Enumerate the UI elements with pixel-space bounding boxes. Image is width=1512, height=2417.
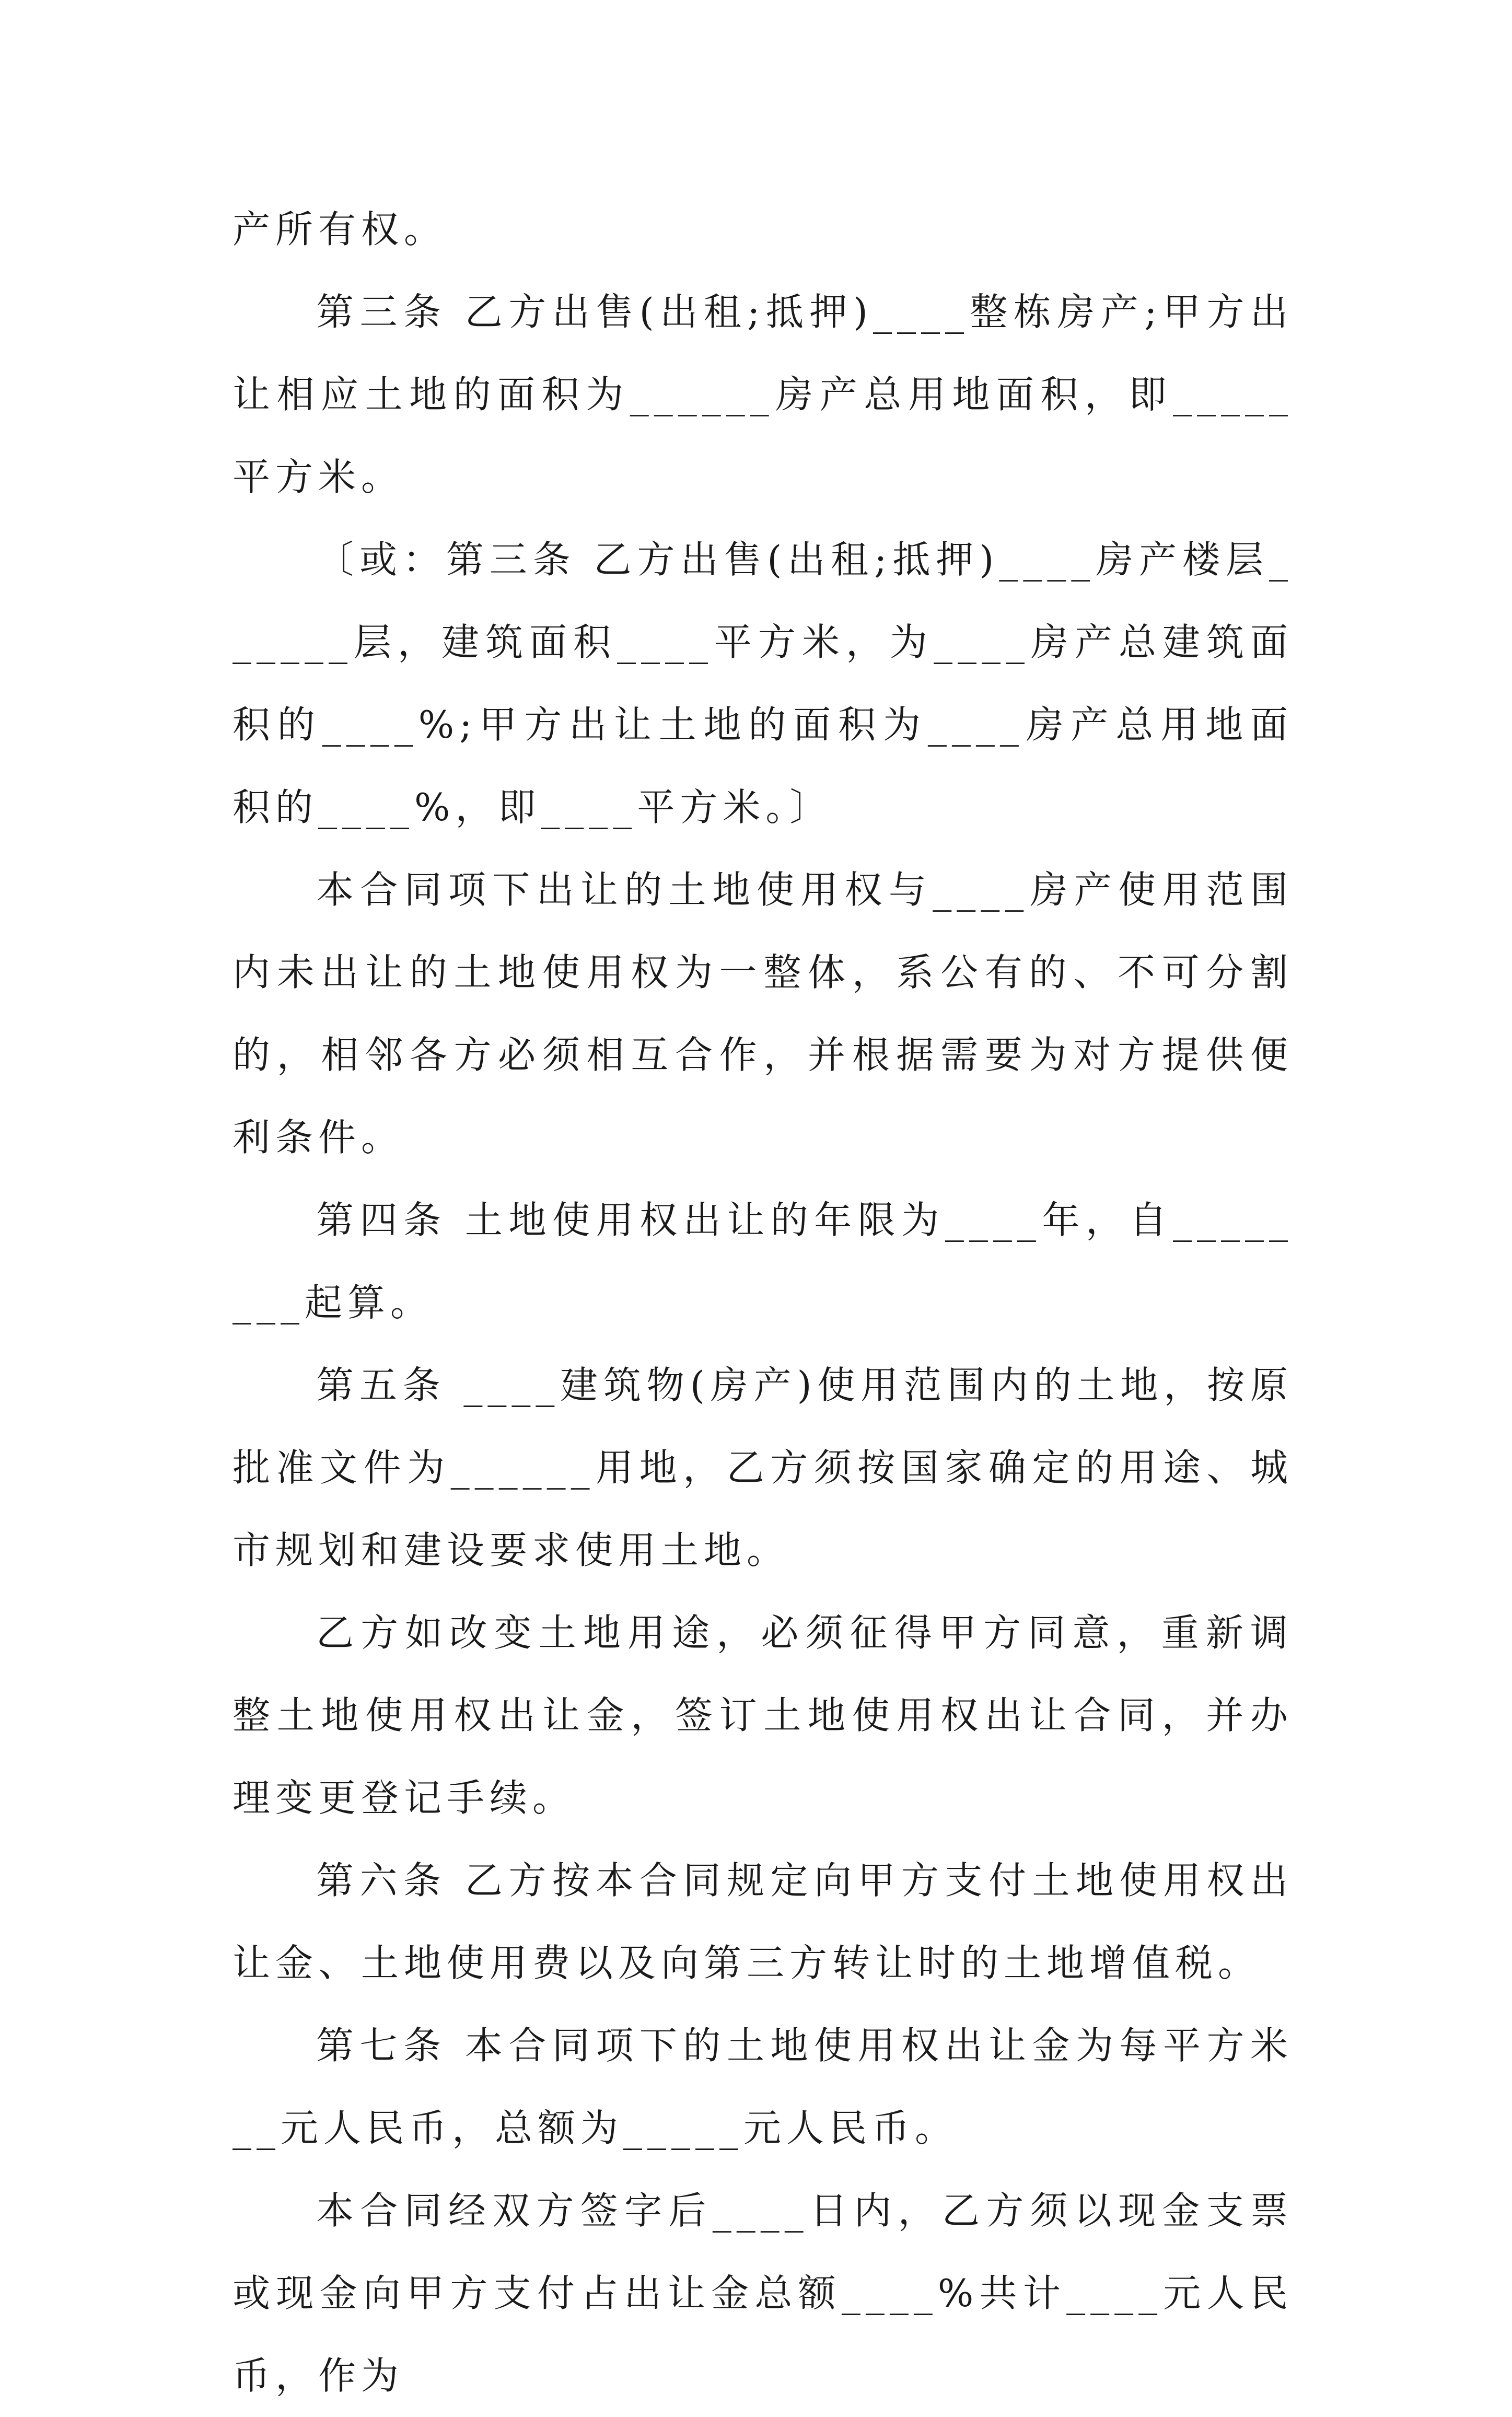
document-body: [232, 188, 1293, 2417]
paragraph-article-5: 第五条 ____建筑物(房产)使用范围内的土地，按原批准文件为______用地，乙方须按国家确定的用途、城市规划和建设要求使用土地。: [232, 1363, 1293, 1572]
paragraph-article-6: 第六条 乙方按本合同规定向甲方支付土地使用权出让金、土地使用费以及向第三方转让时的土地增值税。: [232, 1858, 1293, 1985]
paragraph-article-7: 第七条 本合同项下的土地使用权出让金为每平方米__元人民币，总额为_____元人民币。: [232, 2024, 1293, 2150]
paragraph-article-3: 第三条 乙方出售(出租;抵押)____整栋房产;甲方出让相应土地的面积为______房产总用地面积，即_____平方米。: [232, 290, 1293, 499]
paragraph-article-4: 第四条 土地使用权出让的年限为____年，自________起算。: [232, 1198, 1293, 1324]
paragraph-payment-terms: 本合同经双方签字后____日内，乙方须以现金支票或现金向甲方支付占出让金总额____%共计____元人民币，作为: [232, 2189, 1293, 2398]
paragraph-land-use-integrity: 本合同项下出让的土地使用权与____房产使用范围内未出让的土地使用权为一整体，系公有的、不可分割的，相邻各方必须相互合作，并根据需要为对方提供便利条件。: [232, 868, 1293, 1159]
paragraph-1: 产所有权。: [232, 207, 447, 251]
paragraph-article-3-alternative: 〔或：第三条 乙方出售(出租;抵押)____房产楼层______层，建筑面积____平方米，为____房产总建筑面积的____%;甲方出让土地的面积为____房产总用地面积的____%，即____平方米。〕: [232, 538, 1293, 829]
paragraph-land-use-change: 乙方如改变土地用途，必须征得甲方同意，重新调整土地使用权出让金，签订土地使用权出让合同，并办理变更登记手续。: [232, 1611, 1293, 1820]
